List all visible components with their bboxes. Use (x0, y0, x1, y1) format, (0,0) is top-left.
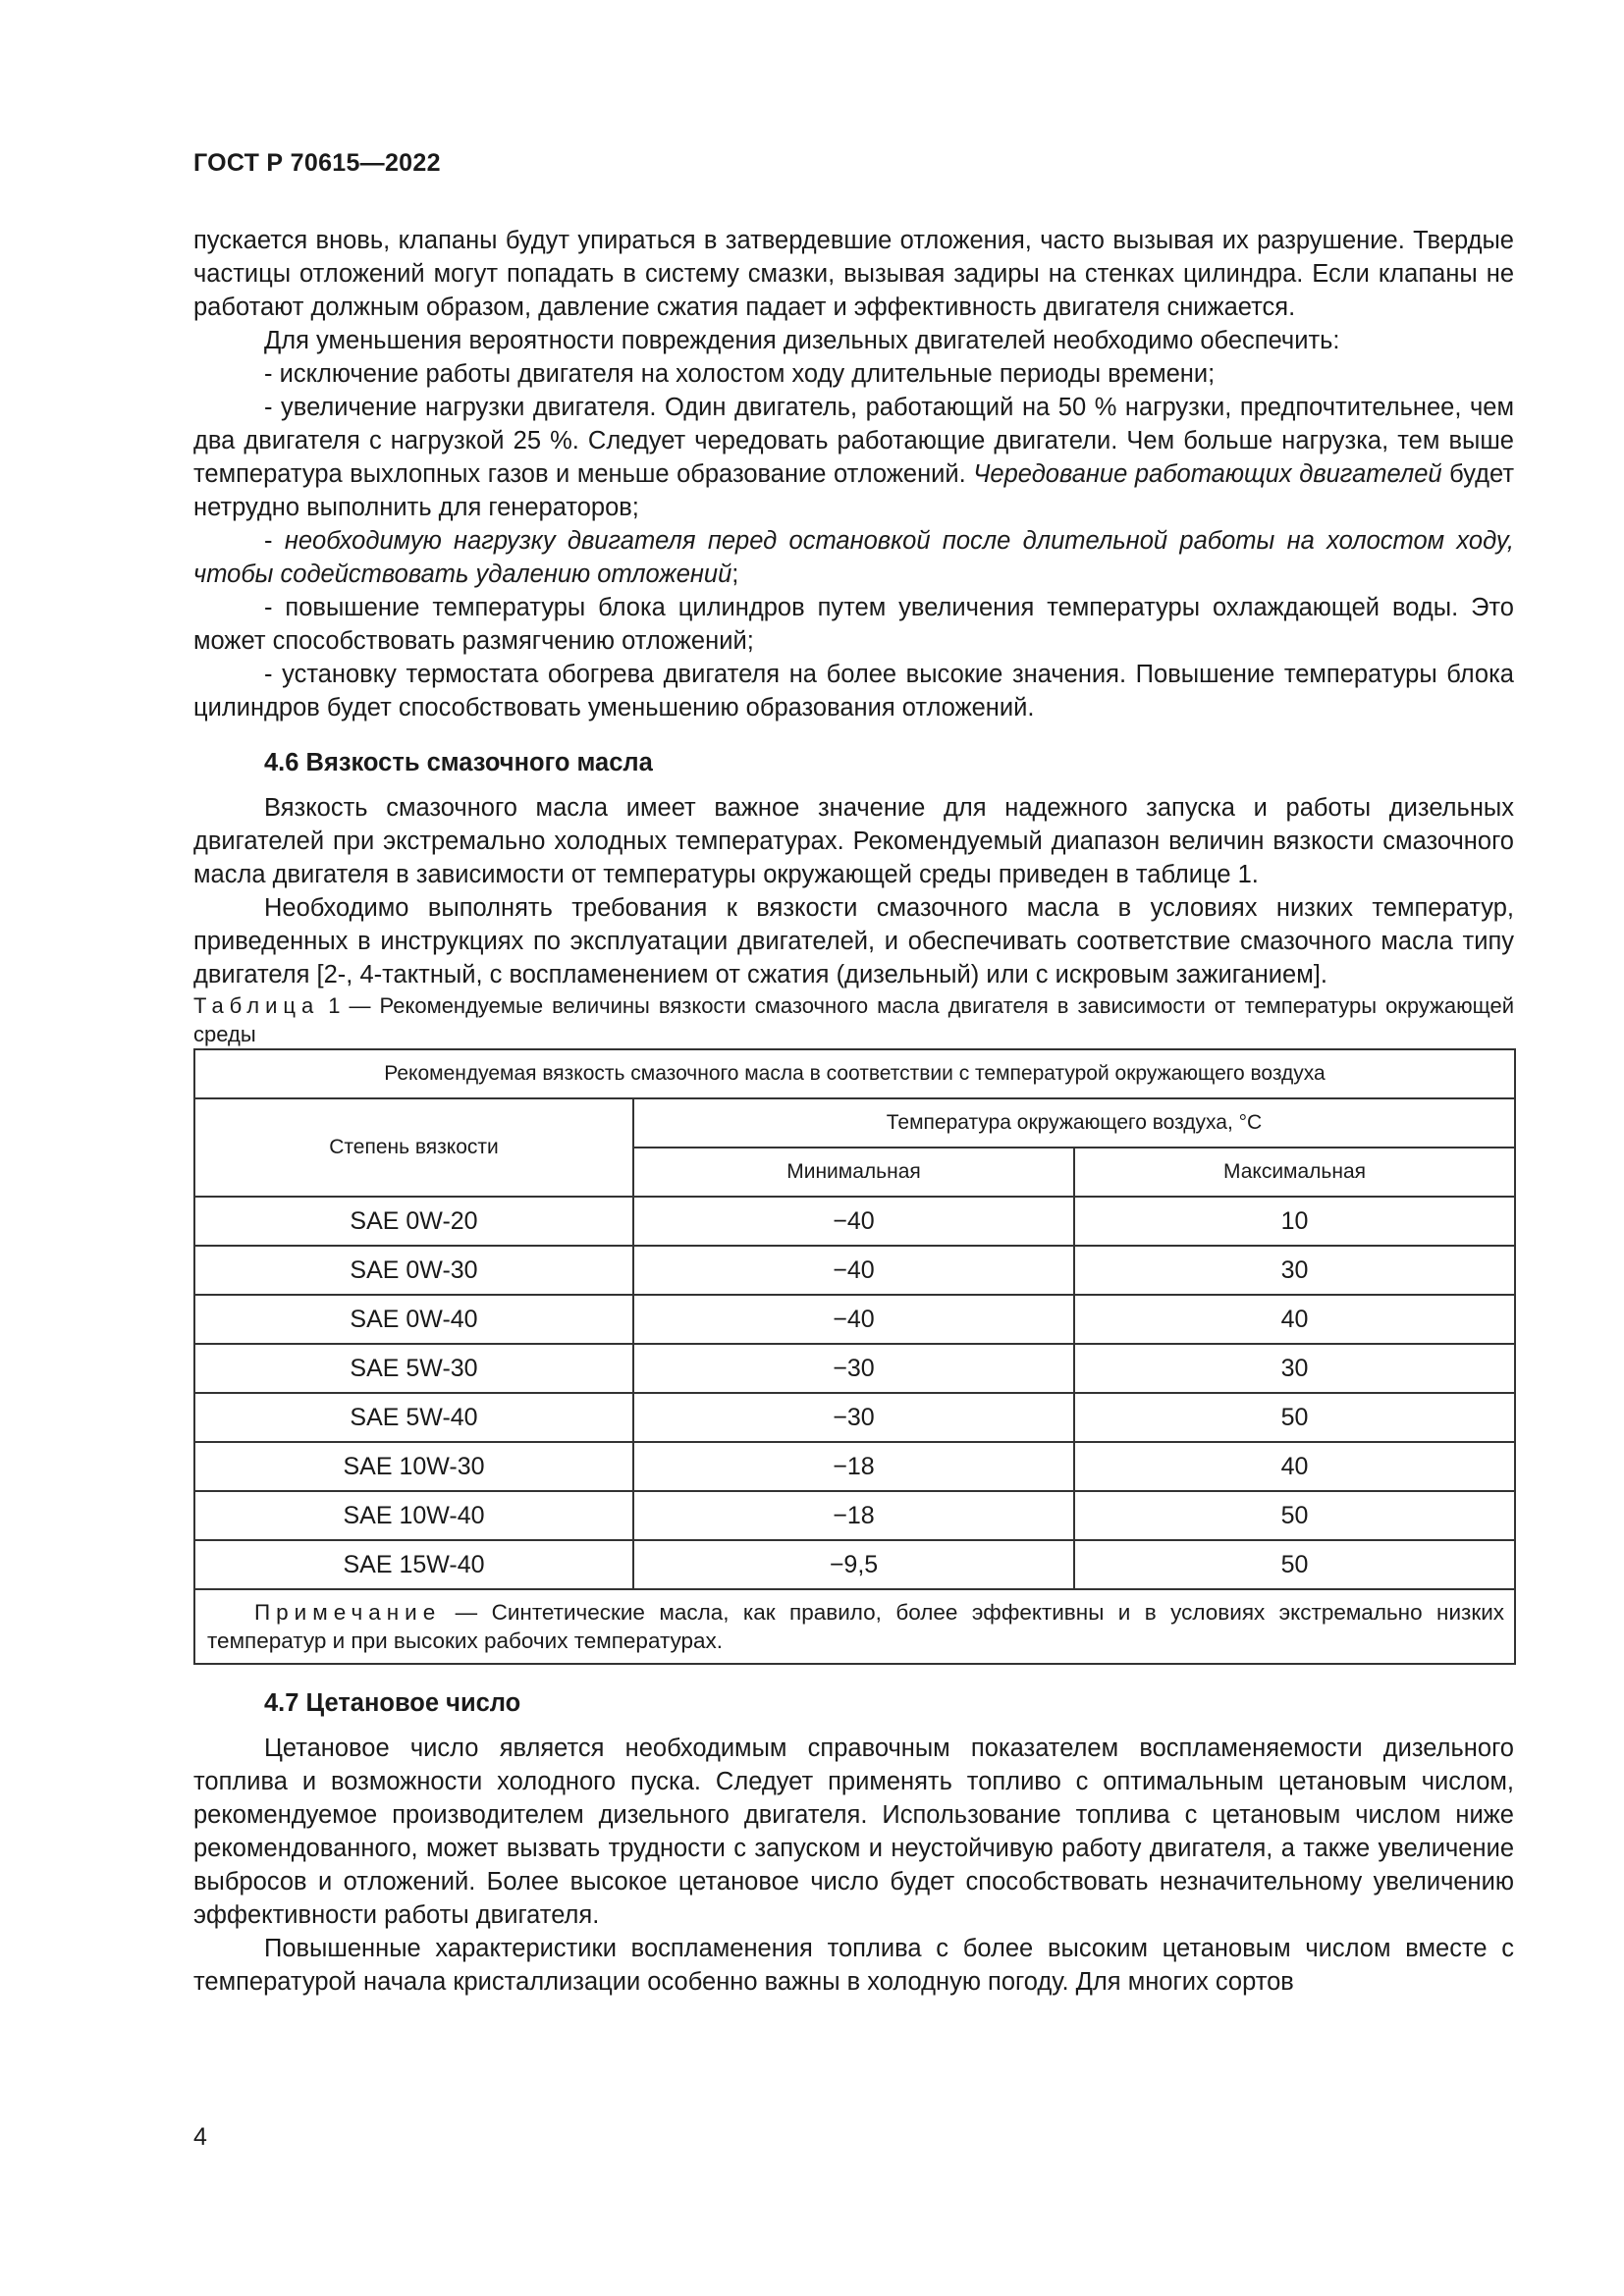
note-text: — Синтетические масла, как правило, более эффективны и в условиях экстремально низких температур и при высоких рабочих температурах. (207, 1600, 1505, 1653)
table-row: SAE 0W-20 −40 10 (194, 1197, 1515, 1246)
paragraph-cetane: Цетановое число является необходимым справочным показателем воспламеняемости дизельного топлива и возможности холодного пуска. Следует применять топливо с оптимальным цетановым числом, рекомендуемое производителем дизельного двигателя. Использование топлива с цетановым числом ниже рекомендованного, может вызвать трудности с запуском и неустойчивую работу двигателя, а также увеличение выбросов и отложений. Более высокое цетановое число будет способствовать незначительному увеличению эффективности работы двигателя. (193, 1735, 1514, 1929)
list-item-load-before-stop: - необходимую нагрузку двигателя перед остановкой после длительной работы на холостом ходу, чтобы содействовать удалению отложений; (193, 527, 1515, 588)
section-heading-4-7: 4.7 Цетановое число (264, 1689, 521, 1717)
paragraph-viscosity-requirements: Необходимо выполнять требования к вязкости смазочного масла в условиях низких температур, приведенных в инструкциях по эксплуатации двигателей, и обеспечивать соответствие смазочного масла типу двигателя [2-, 4-тактный, с воспламенением от сжатия (дизельный) или с искровым зажиганием]. (193, 894, 1514, 988)
list-item-load: - увеличение нагрузки двигателя. Один двигатель, работающий на 50 % нагрузки, предпочтительнее, чем два двигателя с нагрузкой 25 %. Следует чередовать работающие двигатели. Чем больше нагрузка, тем выше температура выхлопных газов и меньше образование отложений. Чередование работающих двигателей будет нетрудно выполнить для генераторов; (193, 394, 1514, 521)
table-row: SAE 10W-40 −18 50 (194, 1491, 1515, 1540)
main-content (193, 224, 1514, 1999)
list-item-idle: - исключение работы двигателя на холостом ходу длительные периоды времени; (264, 360, 1216, 388)
page-number: 4 (193, 2123, 207, 2151)
column-header-temperature: Температура окружающего воздуха, °С (633, 1098, 1515, 1148)
table-row: SAE 0W-40 −40 40 (194, 1295, 1515, 1344)
standard-header: ГОСТ Р 70615—2022 (193, 149, 441, 177)
table-note (194, 1589, 1515, 1664)
table-row: SAE 10W-30 −18 40 (194, 1442, 1515, 1491)
italic-phrase: Чередование работающих двигателей (973, 460, 1442, 488)
table-row: SAE 5W-40 −30 50 (194, 1393, 1515, 1442)
column-header-min: Минимальная (633, 1148, 1074, 1197)
table-row: SAE 5W-30 −30 30 (194, 1344, 1515, 1393)
table-row: SAE 15W-40 −9,5 50 (194, 1540, 1515, 1589)
table-caption: Таблица 1 — Рекомендуемые величины вязкости смазочного масла двигателя в зависимости от температуры окружающей среды (193, 993, 1514, 1046)
table-top-header: Рекомендуемая вязкость смазочного масла в соответствии с температурой окружающего воздуха (194, 1049, 1515, 1098)
section-heading-4-6: 4.6 Вязкость смазочного масла (264, 749, 653, 776)
table-row: SAE 0W-30 −40 30 (194, 1246, 1515, 1295)
list-item-thermostat: - установку термостата обогрева двигателя на более высокие значения. Повышение температуры блока цилиндров будет способствовать уменьшению образования отложений. (193, 661, 1514, 721)
paragraph-viscosity: Вязкость смазочного масла имеет важное значение для надежного запуска и работы дизельных двигателей при экстремально холодных температурах. Рекомендуемый диапазон величин вязкости смазочного масла двигателя в зависимости от температуры окружающей среды приведен в таблице 1. (193, 794, 1514, 888)
paragraph-continuation: пускается вновь, клапаны будут упираться в затвердевшие отложения, часто вызывая их разрушение. Твердые частицы отложений могут попадать в систему смазки, вызывая задиры на стенках цилиндра. Если клапаны не работают должным образом, давление сжатия падает и эффективность двигателя снижается. (193, 227, 1514, 321)
list-item-cylinder-temp: - повышение температуры блока цилиндров путем увеличения температуры охлаждающей воды. Это может способствовать размягчению отложений; (193, 594, 1514, 655)
paragraph-cetane-cold: Повышенные характеристики воспламенения топлива с более высоким цетановым числом вместе с температурой начала кристаллизации особенно важны в холодную погоду. Для многих сортов (193, 1935, 1514, 1996)
column-header-max: Максимальная (1074, 1148, 1515, 1197)
italic-phrase: необходимую нагрузку двигателя перед остановкой после длительной работы на холостом ходу, чтобы содействовать удалению отложений (193, 527, 1515, 588)
note-label: Примечание (254, 1600, 442, 1625)
paragraph-measures-intro: Для уменьшения вероятности повреждения дизельных двигателей необходимо обеспечить: (264, 327, 1340, 354)
viscosity-table (193, 1048, 1516, 1665)
column-header-grade: Степень вязкости (194, 1098, 633, 1197)
